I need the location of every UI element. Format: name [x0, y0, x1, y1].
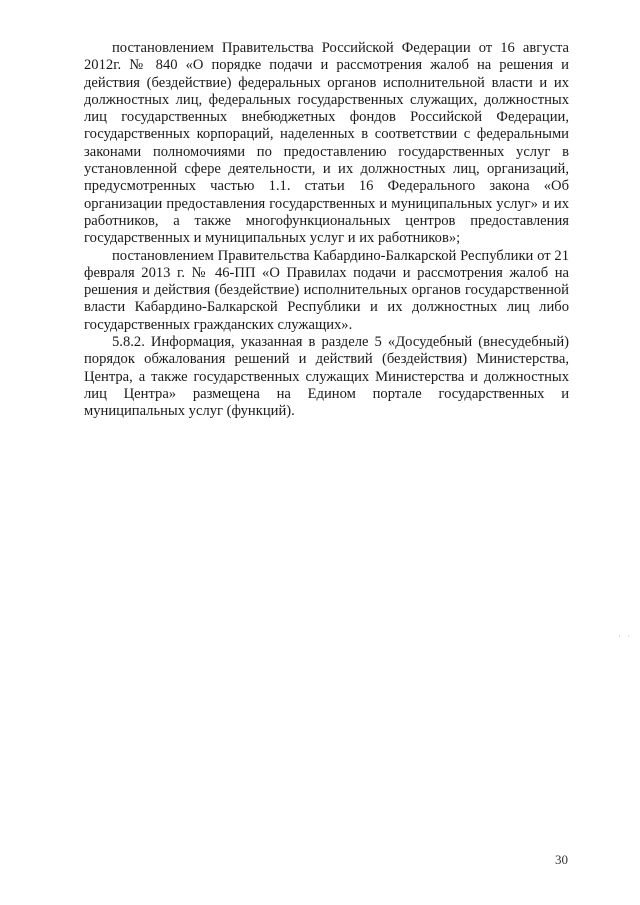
- scan-edge-artifact: · ·: [618, 631, 633, 641]
- paragraph-decree-46-pp: постановлением Правительства Кабардино-Балкарской Республики от 21 февраля 2013 г. № 46-ПП «О Правилах подачи и рассмотрения жалоб на решения и действия (бездействие) исполнительных органов государственной власти Кабардино-Балкарской Республики и их должностных лиц либо государственных гражданских служащих».: [84, 247, 569, 333]
- document-body: [84, 40, 569, 421]
- page-number: 30: [555, 852, 568, 867]
- paragraph-5-8-2: 5.8.2. Информация, указанная в разделе 5 «Досудебный (внесудебный) порядок обжалования решений и действий (бездействия) Министерства, Центра, а также государственных служащих Министерства и должностных лиц Центра» размещена на Едином портале государственных и муниципальных услуг (функций).: [84, 334, 569, 420]
- paragraph-decree-840: постановлением Правительства Российской Федерации от 16 августа 2012г. № 840 «О порядке подачи и рассмотрения жалоб на решения и действия (бездействие) федеральных органов исполнительной власти и их должностных лиц, федеральных государственных служащих, должностных лиц государственных внебюджетных фондов Российской Федерации, государственных корпораций, наделенных в соответствии с федеральными законами полномочиями по предоставлению государственных услуг в установленной сфере деятельности, и их должностных лиц, организаций, предусмотренных частью 1.1. статьи 16 Федерального закона «Об организации предоставления государственных и муниципальных услуг» и их работников, а также многофункциональных центров предоставления государственных и муниципальных услуг и их работников»;: [84, 40, 569, 247]
